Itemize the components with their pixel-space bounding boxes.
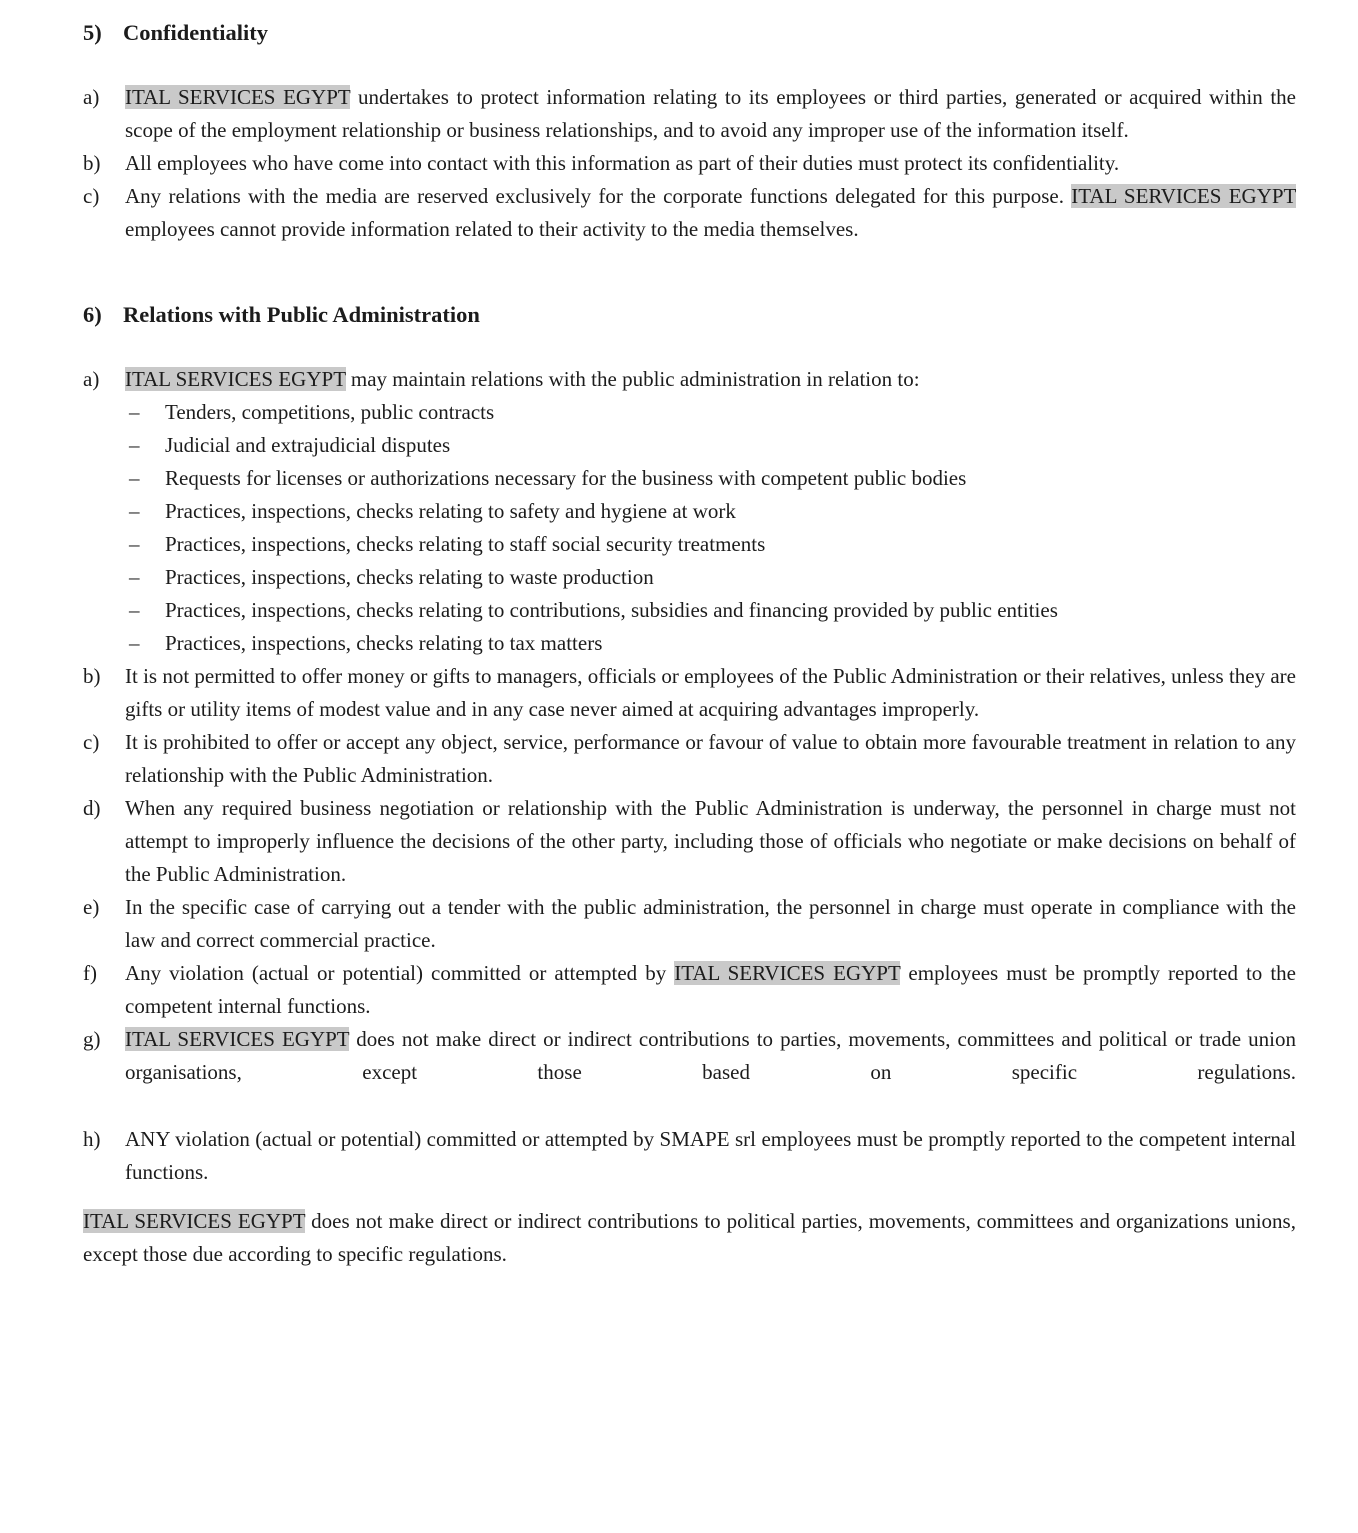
paragraph-text: employees must be promptly reported to the competent internal functions. — [125, 961, 1296, 1018]
item-text — [125, 891, 1296, 957]
paragraph-text: ANY violation (actual or potential) committed or attempted by SMAPE srl employees must be promptly reported to the competent internal functions. — [125, 1127, 1296, 1184]
paragraph-text: undertakes to protect information relating to its employees or third parties, generated or acquired within the scope of the employment relationship or business relationships, and to avoid any improper use of the information itself. — [125, 85, 1296, 142]
sub-bullet-item — [125, 396, 1296, 429]
dash-bullet-marker: – — [129, 499, 140, 523]
item-marker: g) — [83, 1027, 101, 1051]
item-marker: b) — [83, 151, 101, 175]
list-item-d — [83, 792, 1296, 891]
item-text — [125, 726, 1296, 792]
item-text — [125, 81, 1296, 147]
sub-bullet-item — [125, 561, 1296, 594]
section-items — [83, 363, 1296, 1189]
paragraph-text: It is prohibited to offer or accept any object, service, performance or favour of value to obtain more favourable treatment in relation to any relationship with the Public Administration. — [125, 730, 1296, 787]
list-item-c — [83, 180, 1296, 246]
paragraph-text: All employees who have come into contact with this information as part of their duties must protect its confidentiality. — [125, 151, 1120, 175]
document-sections — [83, 16, 1296, 1189]
item-marker: c) — [83, 730, 100, 754]
sub-bullet-text: Practices, inspections, checks relating to safety and hygiene at work — [165, 499, 736, 523]
item-marker: b) — [83, 664, 101, 688]
sub-bullet-item — [125, 594, 1296, 627]
item-text — [125, 957, 1296, 1023]
sub-bullet-text: Practices, inspections, checks relating to contributions, subsidies and financing provided by public entities — [165, 598, 1058, 622]
paragraph-text: does not make direct or indirect contributions to political parties, movements, committees and organizations unions, except those due according to specific regulations. — [83, 1209, 1296, 1266]
sub-bullet-item — [125, 462, 1296, 495]
list-item-g — [83, 1023, 1296, 1089]
paragraph-text: Any relations with the media are reserved exclusively for the corporate functions delegated for this purpose. — [125, 184, 1072, 208]
dash-bullet-marker: – — [129, 466, 140, 490]
dash-bullet-marker: – — [129, 631, 140, 655]
sub-bullet-item — [125, 627, 1296, 660]
company-name-highlighted: ITAL SERVICES EGYPT — [674, 961, 901, 985]
company-name-highlighted: ITAL SERVICES EGYPT — [125, 85, 351, 109]
list-item-c — [83, 726, 1296, 792]
paragraph-text: When any required business negotiation or relationship with the Public Administration is underway, the personnel in charge must not attempt to improperly influence the decisions of the other party, including those of officials who negotiate or make decisions on behalf of the Public Administration. — [125, 796, 1296, 886]
item-text — [125, 1023, 1296, 1089]
dash-bullet-marker: – — [129, 433, 140, 457]
item-marker: h) — [83, 1127, 101, 1151]
item-text — [125, 660, 1296, 726]
section-number: 6) — [83, 302, 102, 327]
item-marker: d) — [83, 796, 101, 820]
item-text — [125, 363, 1296, 660]
sub-bullet-text: Tenders, competitions, public contracts — [165, 400, 495, 424]
sub-bullet-text: Requests for licenses or authorizations necessary for the business with competent public bodies — [165, 466, 967, 490]
item-marker: c) — [83, 184, 100, 208]
sub-bullet-text: Practices, inspections, checks relating to staff social security treatments — [165, 532, 766, 556]
company-name-highlighted: ITAL SERVICES EGYPT — [83, 1209, 306, 1233]
list-item-f — [83, 957, 1296, 1023]
sub-bullet-item — [125, 495, 1296, 528]
paragraph-text: Any violation (actual or potential) committed or attempted by — [125, 961, 675, 985]
sub-bullet-text: Practices, inspections, checks relating to tax matters — [165, 631, 603, 655]
sub-bullet-item — [125, 528, 1296, 561]
section-heading — [83, 16, 1296, 49]
paragraph-text: does not make direct or indirect contributions to parties, movements, committees and political or trade union organisations, except those based on specific regulations. — [125, 1027, 1296, 1084]
sub-bullet-text: Judicial and extrajudicial disputes — [165, 433, 451, 457]
dash-bullet-marker: – — [129, 598, 140, 622]
section-5 — [83, 16, 1296, 246]
dash-bullet-marker: – — [129, 532, 140, 556]
paragraph-text: In the specific case of carrying out a tender with the public administration, the personnel in charge must operate in compliance with the law and correct commercial practice. — [125, 895, 1296, 952]
company-name-highlighted: ITAL SERVICES EGYPT — [125, 367, 346, 391]
dash-bullet-marker: – — [129, 565, 140, 589]
paragraph-text: may maintain relations with the public administration in relation to: — [345, 367, 920, 391]
list-item-b — [83, 660, 1296, 726]
section-number: 5) — [83, 20, 102, 45]
section-title: Relations with Public Administration — [123, 302, 480, 327]
list-item-a — [83, 81, 1296, 147]
sub-bullet-item — [125, 429, 1296, 462]
list-item-a — [83, 363, 1296, 660]
sub-bullet-text: Practices, inspections, checks relating to waste production — [165, 565, 654, 589]
section-heading — [83, 298, 1296, 331]
company-name-highlighted: ITAL SERVICES EGYPT — [1071, 184, 1296, 208]
list-item-b — [83, 147, 1296, 180]
list-item-h — [83, 1123, 1296, 1189]
item-text — [125, 1123, 1296, 1189]
dash-bullet-marker: – — [129, 400, 140, 424]
section-items — [83, 81, 1296, 246]
item-text — [125, 180, 1296, 246]
item-marker: a) — [83, 85, 100, 109]
company-name-highlighted: ITAL SERVICES EGYPT — [125, 1027, 350, 1051]
item-text — [125, 147, 1296, 180]
closing-paragraph — [83, 1205, 1296, 1271]
list-item-e — [83, 891, 1296, 957]
item-marker: f) — [83, 961, 97, 985]
paragraph-text: It is not permitted to offer money or gifts to managers, officials or employees of the Public Administration or their relatives, unless they are gifts or utility items of modest value and in any case never aimed at acquiring advantages improperly. — [125, 664, 1296, 721]
item-text — [125, 792, 1296, 891]
section-title: Confidentiality — [123, 20, 269, 45]
section-6 — [83, 298, 1296, 1189]
paragraph-text: employees cannot provide information related to their activity to the media themselves. — [125, 217, 859, 241]
item-marker: e) — [83, 895, 100, 919]
item-marker: a) — [83, 367, 100, 391]
